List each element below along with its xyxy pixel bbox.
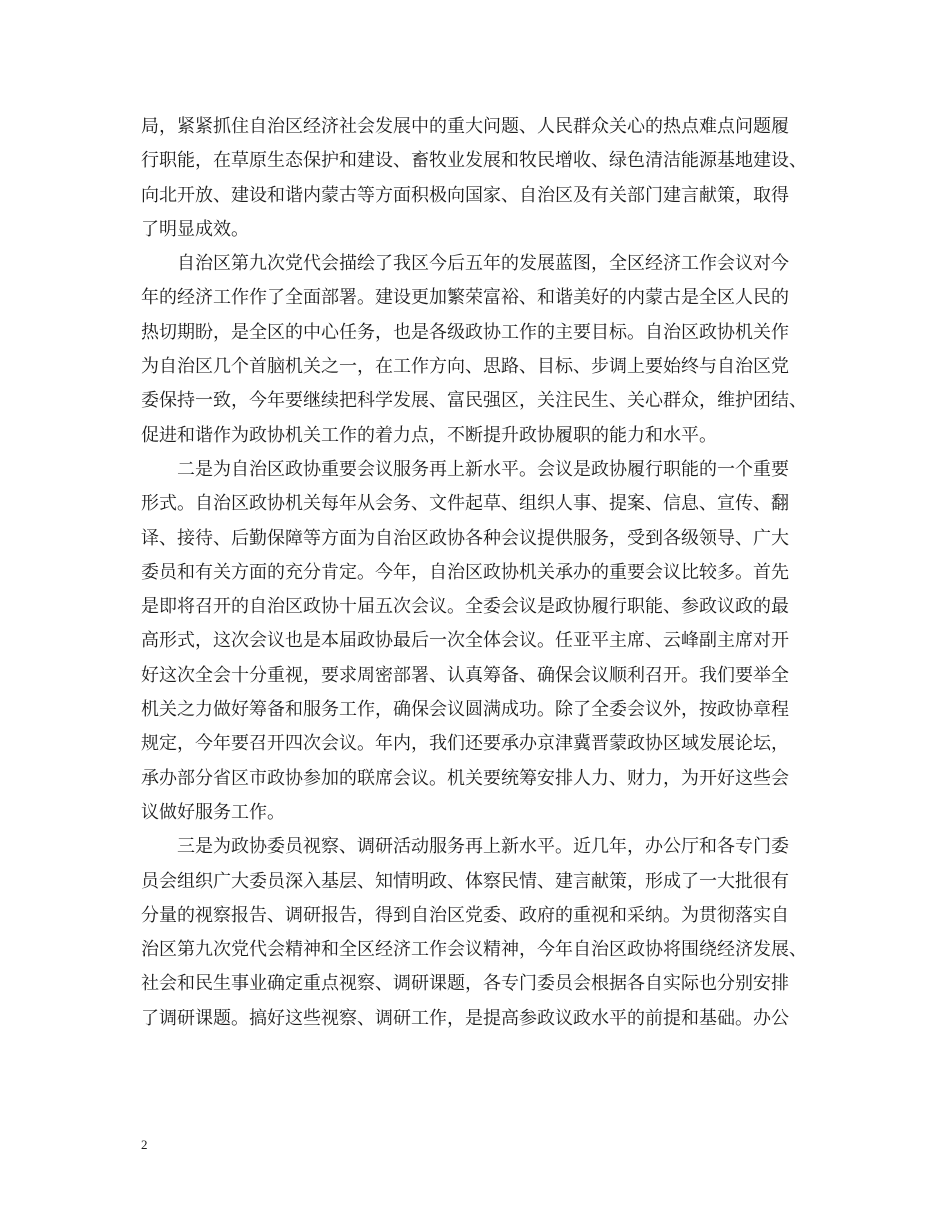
page-number: 2 <box>141 1137 148 1152</box>
text-line: 分量的视察报告、调研报告，得到自治区党委、政府的重视和采纳。为贯彻落实自 <box>141 904 789 926</box>
paragraph-first-line: 自治区第九次党代会描绘了我区今后五年的发展蓝图，全区经济工作会议对今 <box>177 253 789 275</box>
text-line: 委保持一致，今年要继续把科学发展、富民强区，关注民生、关心群众，维护团结、 <box>141 390 807 412</box>
text-line: 行职能，在草原生态保护和建设、畜牧业发展和牧民增收、绿色清洁能源基地建设、 <box>141 150 807 172</box>
text-line: 热切期盼，是全区的中心任务，也是各级政协工作的主要目标。自治区政协机关作 <box>141 321 789 343</box>
text-line: 好这次全会十分重视，要求周密部署、认真筹备、确保会议顺利召开。我们要举全 <box>141 664 789 686</box>
text-line: 年的经济工作作了全面部署。建设更加繁荣富裕、和谐美好的内蒙古是全区人民的 <box>141 287 789 309</box>
text-line: 社会和民生事业确定重点视察、调研课题，各专门委员会根据各自实际也分别安排 <box>141 973 789 995</box>
text-line: 治区第九次党代会精神和全区经济工作会议精神，今年自治区政协将围绕经济发展、 <box>141 939 807 961</box>
text-line: 承办部分省区市政协参加的联席会议。机关要统筹安排人力、财力，为开好这些会 <box>141 767 789 789</box>
text-line: 机关之力做好筹备和服务工作，确保会议圆满成功。除了全委会议外，按政协章程 <box>141 699 789 721</box>
paragraph-first-line: 三是为政协委员视察、调研活动服务再上新水平。近几年，办公厅和各专门委 <box>177 836 789 858</box>
text-line: 规定，今年要召开四次会议。年内，我们还要承办京津冀晋蒙政协区域发展论坛， <box>141 733 789 755</box>
text-line: 员会组织广大委员深入基层、知情明政、体察民情、建言献策，形成了一大批很有 <box>141 870 789 892</box>
text-line: 了明显成效。 <box>141 218 249 240</box>
body-text <box>141 110 831 1036</box>
text-line: 促进和谐作为政协机关工作的着力点，不断提升政协履职的能力和水平。 <box>141 424 717 446</box>
text-line: 了调研课题。搞好这些视察、调研工作，是提高参政议政水平的前提和基础。办公 <box>141 1007 789 1029</box>
text-line: 议做好服务工作。 <box>141 801 285 823</box>
text-line: 是即将召开的自治区政协十届五次会议。全委会议是政协履行职能、参政议政的最 <box>141 596 789 618</box>
text-line: 局，紧紧抓住自治区经济社会发展中的重大问题、人民群众关心的热点难点问题履 <box>141 116 789 137</box>
text-line: 委员和有关方面的充分肯定。今年，自治区政协机关承办的重要会议比较多。首先 <box>141 561 789 583</box>
text-line: 译、接待、后勤保障等方面为自治区政协各种会议提供服务，受到各级领导、广大 <box>141 527 789 549</box>
text-line: 为自治区几个首脑机关之一，在工作方向、思路、目标、步调上要始终与自治区党 <box>141 356 789 378</box>
text-line: 高形式，这次会议也是本届政协最后一次全体会议。任亚平主席、云峰副主席对开 <box>141 630 789 652</box>
text-line: 向北开放、建设和谐内蒙古等方面积极向国家、自治区及有关部门建言献策，取得 <box>141 184 789 206</box>
paragraph-first-line: 二是为自治区政协重要会议服务再上新水平。会议是政协履行职能的一个重要 <box>177 458 789 480</box>
text-line: 形式。自治区政协机关每年从会务、文件起草、组织人事、提案、信息、宣传、翻 <box>141 493 789 515</box>
